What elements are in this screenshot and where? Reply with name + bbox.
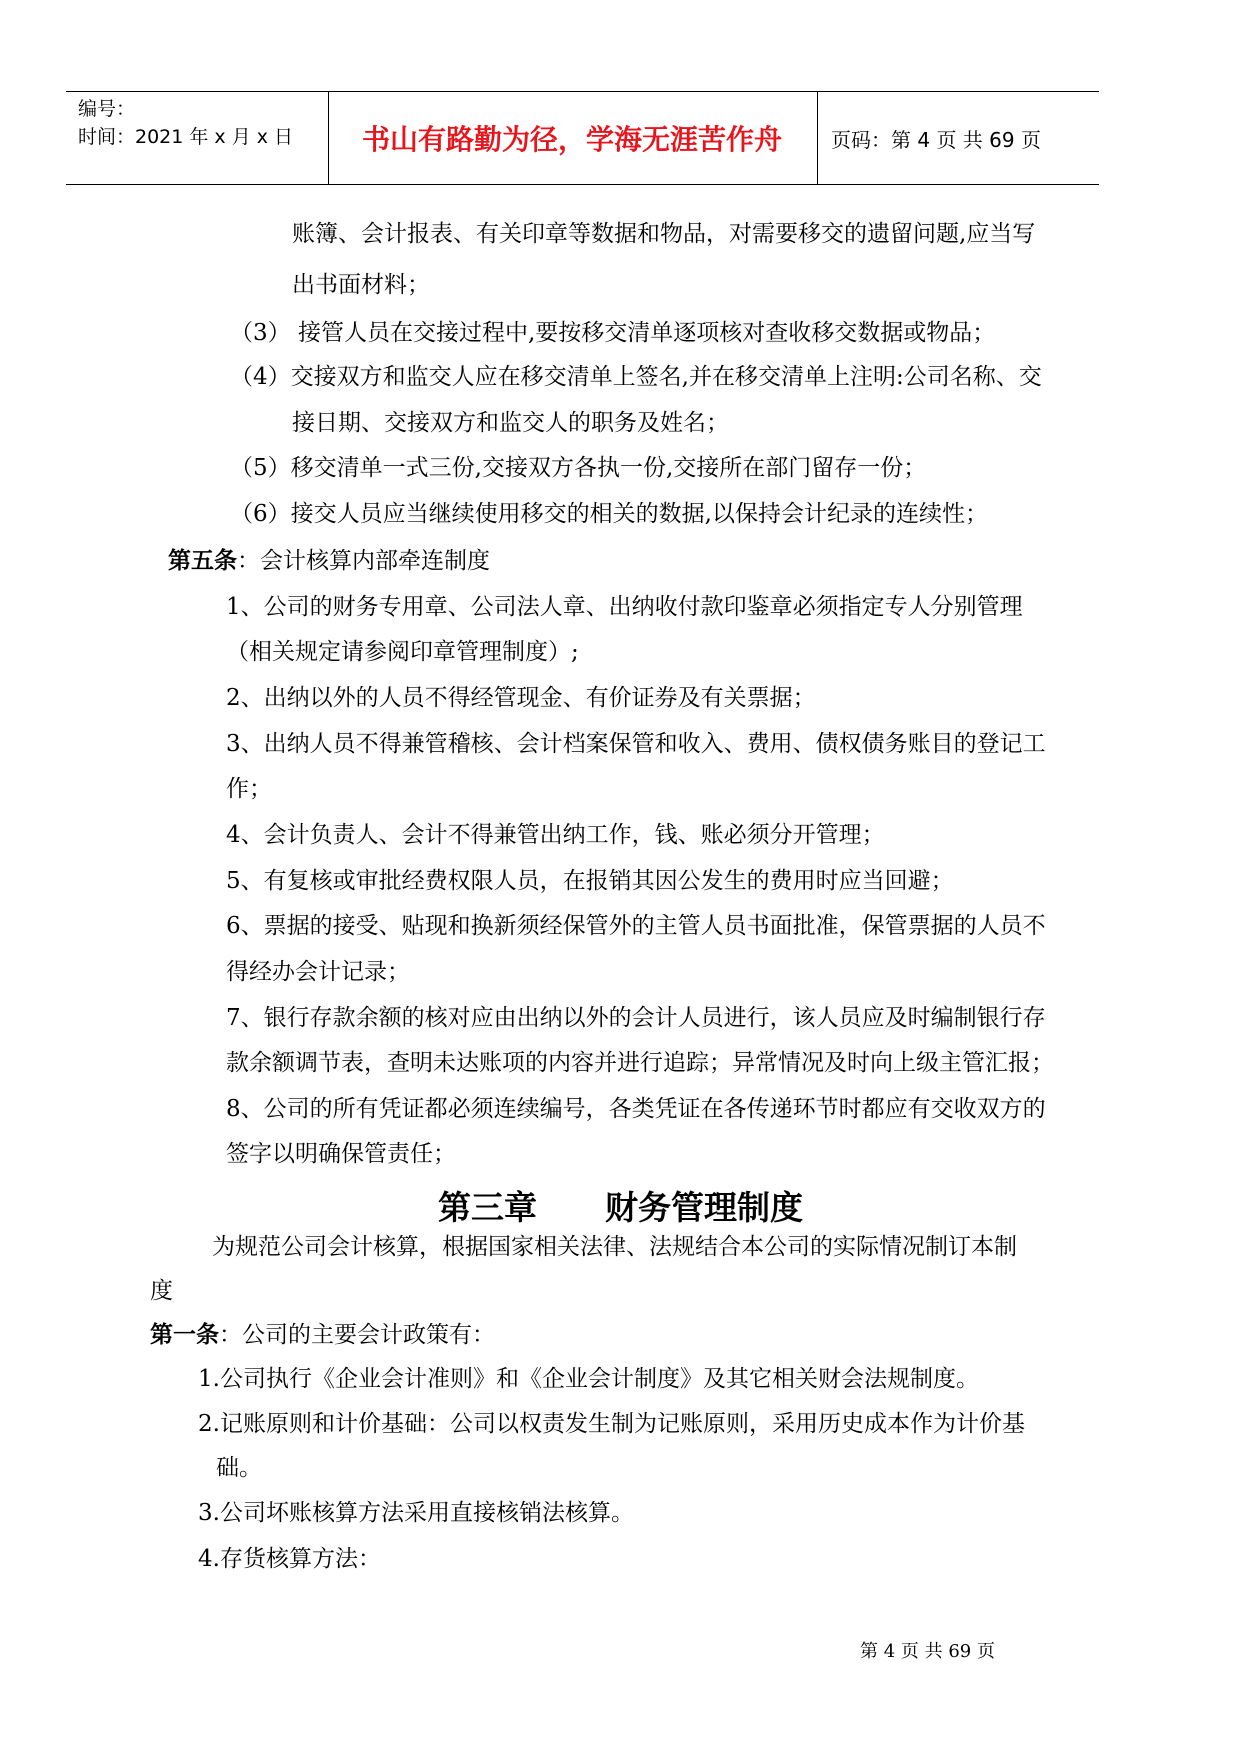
list-item-5: （5）移交清单一式三份,交接双方各执一份,交接所在部门留存一份； [230, 455, 927, 481]
header-motto: 书山有路勤为径，学海无涯苦作舟 [361, 123, 782, 156]
text-line: 作； [226, 776, 272, 802]
policy-item-4: 4.存货核算方法： [198, 1546, 381, 1572]
page-header [66, 91, 1099, 185]
text-line: 签字以明确保管责任； [226, 1141, 456, 1167]
text-line: 出书面材料； [292, 272, 430, 298]
text-line: 款余额调节表，查明未达账项的内容并进行追踪；异常情况及时向上级主管汇报； [226, 1050, 1054, 1076]
rule-item-6: 6、票据的接受、贴现和换新须经保管外的主管人员书面批准，保管票据的人员不 [226, 913, 1046, 939]
rule-item-3: 3、出纳人员不得兼管稽核、会计档案保管和收入、费用、债权债务账目的登记工 [226, 731, 1046, 757]
list-item-3: （3） 接管人员在交接过程中,要按移交清单逐项核对查收移交数据或物品； [230, 320, 996, 346]
list-item-4: （4）交接双方和监交人应在移交清单上签名,并在移交清单上注明:公司名称、交 [230, 364, 1042, 390]
page-footer: 第 4 页 共 69 页 [860, 1641, 995, 1662]
article-text: ：公司的主要会计政策有： [219, 1322, 495, 1348]
list-item-6: （6）接交人员应当继续使用移交的相关的数据,以保持会计纪录的连续性； [230, 501, 988, 527]
intro-paragraph: 为规范公司会计核算，根据国家相关法律、法规结合本公司的实际情况制订本制 [212, 1234, 1017, 1260]
chapter-name: 财务管理制度 [605, 1188, 803, 1227]
rule-item-5: 5、有复核或审批经费权限人员，在报销其因公发生的费用时应当回避； [226, 868, 954, 894]
article-label: 第五条 [168, 547, 237, 574]
article-label: 第一条 [150, 1321, 219, 1348]
rule-item-1: 1、公司的财务专用章、公司法人章、出纳收付款印鉴章必须指定专人分别管理 [226, 594, 1023, 620]
article-5-heading [168, 546, 490, 576]
serial-label: 编号： [78, 98, 136, 120]
policy-item-3: 3.公司坏账核算方法采用直接核销法核算。 [198, 1500, 634, 1526]
article-text: ：会计核算内部牵连制度 [237, 548, 490, 574]
text-line: 础。 [216, 1455, 262, 1481]
rule-item-2: 2、出纳以外的人员不得经管现金、有价证券及有关票据； [226, 685, 816, 711]
rule-item-8: 8、公司的所有凭证都必须连续编号，各类凭证在各传递环节时都应有交收双方的 [226, 1096, 1046, 1122]
header-meta [78, 95, 293, 151]
text-line: 得经办会计记录； [226, 959, 410, 985]
text-line: 接日期、交接双方和监交人的职务及姓名； [292, 410, 729, 436]
text-line: 度 [150, 1278, 173, 1304]
policy-item-2: 2.记账原则和计价基础：公司以权责发生制为记账原则，采用历史成本作为计价基 [198, 1411, 1025, 1437]
policy-item-1: 1.公司执行《企业会计准则》和《企业会计制度》及其它相关财会法规制度。 [198, 1366, 979, 1392]
article-1-heading [150, 1320, 495, 1350]
header-divider [817, 92, 818, 184]
time-label: 时间：2021 年 x 月 x 日 [78, 126, 294, 148]
text-line: 账簿、会计报表、有关印章等数据和物品，对需要移交的遗留问题,应当写 [292, 221, 1036, 247]
header-page-info: 页码：第 4 页 共 69 页 [831, 127, 1041, 152]
rule-item-4: 4、会计负责人、会计不得兼管出纳工作，钱、账必须分开管理； [226, 822, 885, 848]
rule-item-7: 7、银行存款余额的核对应由出纳以外的会计人员进行，该人员应及时编制银行存 [226, 1005, 1046, 1031]
chapter-title [0, 1182, 1241, 1229]
text-line: （相关规定请参阅印章管理制度）; [226, 639, 579, 665]
chapter-number: 第三章 [438, 1188, 537, 1227]
